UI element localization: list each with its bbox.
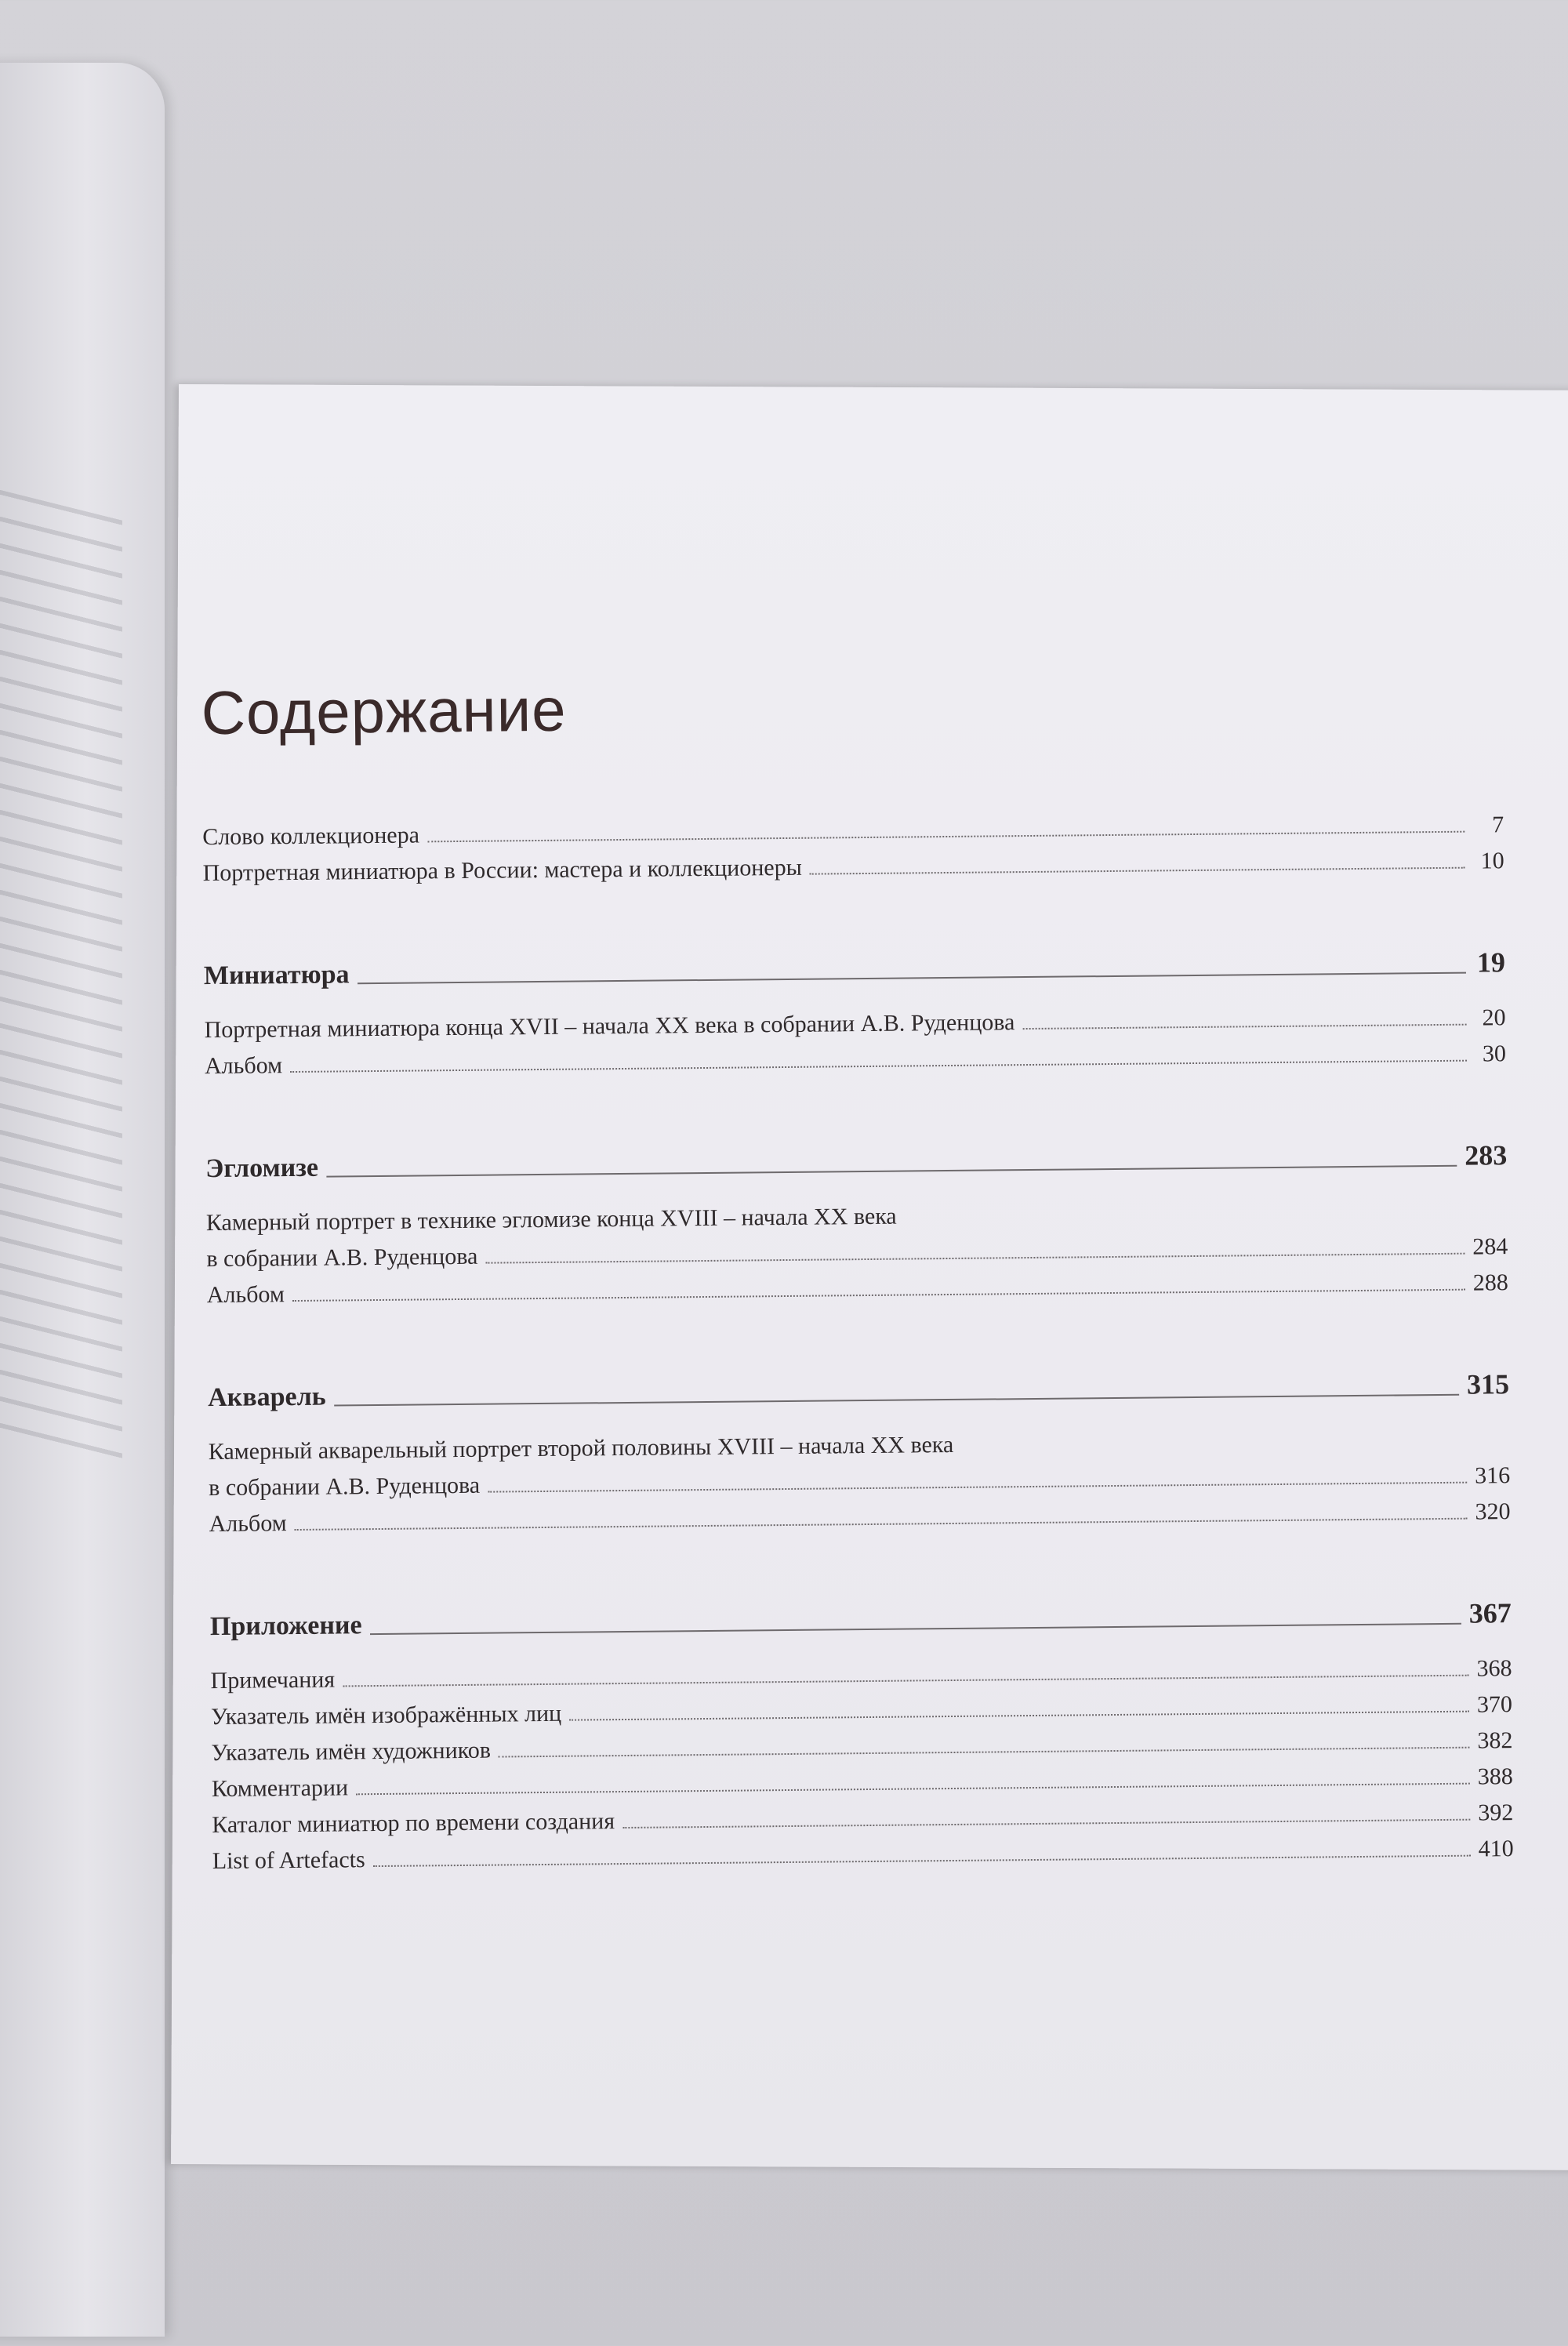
toc-leader <box>290 1060 1467 1073</box>
toc-entry-label: Комментарии <box>211 1774 349 1802</box>
page-title: Содержание <box>201 674 567 748</box>
toc-entry-page: 320 <box>1475 1498 1511 1525</box>
toc-section-label: Эгломизе <box>205 1153 319 1183</box>
toc-entry-label: Слово коллекционера <box>202 821 420 850</box>
toc-section-appendix <box>209 1574 1513 1876</box>
toc-entry-page: 284 <box>1472 1233 1508 1260</box>
toc-section-miniature <box>203 924 1506 1080</box>
toc-entry-page: 10 <box>1480 847 1504 873</box>
toc-entry-label: List of Artefacts <box>212 1846 365 1874</box>
toc-section-heading[interactable] <box>203 924 1505 993</box>
toc-entry-label-line2: в собрании А.В. Руденцова <box>206 1243 478 1272</box>
left-page <box>0 63 165 2337</box>
toc-leader <box>370 1623 1461 1635</box>
toc-entry-page: 392 <box>1478 1799 1514 1826</box>
toc-leader <box>292 1289 1465 1302</box>
toc-intro <box>202 803 1504 888</box>
toc-section-label: Приложение <box>209 1610 362 1641</box>
toc-entry-label: Камерный акварельный портрет второй половины XVIII – начала XX века <box>208 1431 954 1465</box>
toc-leader <box>358 972 1466 985</box>
toc-section-page: 315 <box>1466 1368 1510 1400</box>
toc-section-heading[interactable] <box>208 1346 1510 1414</box>
toc-section-page: 283 <box>1465 1139 1508 1171</box>
toc-section-heading[interactable] <box>205 1117 1508 1186</box>
toc-entry-page: 30 <box>1482 1040 1507 1066</box>
toc-entry-label: Портретная миниатюра конца XVII – начала XX века в собрании А.В. Руденцова <box>204 1008 1015 1043</box>
toc-section-page: 19 <box>1476 946 1506 979</box>
toc-entry-page: 368 <box>1476 1654 1512 1682</box>
toc-leader <box>295 1518 1468 1531</box>
toc-entry-label-line2: в собрании А.В. Руденцова <box>209 1472 481 1501</box>
toc-section-watercolor <box>208 1346 1511 1538</box>
toc-section-heading[interactable] <box>209 1574 1512 1643</box>
toc-entry-label: Примечания <box>210 1666 336 1694</box>
toc-leader <box>334 1394 1459 1407</box>
toc-leader <box>1022 1024 1466 1030</box>
toc-entry-label: Альбом <box>206 1280 285 1308</box>
toc-entry-page: 388 <box>1477 1763 1513 1790</box>
toc-leader <box>810 867 1465 875</box>
toc-entry-label: Указатель имён художников <box>211 1737 492 1766</box>
toc-section-page: 367 <box>1468 1597 1512 1629</box>
toc-leader <box>326 1165 1457 1178</box>
toc-entry-page: 370 <box>1476 1690 1513 1718</box>
toc-entry-page: 288 <box>1472 1269 1508 1296</box>
toc-entry-label: Портретная миниатюра в России: мастера и коллекционеры <box>202 854 802 886</box>
toc-leader <box>622 1819 1470 1828</box>
toc-section-eglomise <box>205 1117 1508 1309</box>
toc-entry-page: 20 <box>1482 1004 1506 1030</box>
toc-entry-page: 316 <box>1474 1462 1511 1489</box>
toc-section-label: Акварель <box>207 1382 326 1412</box>
toc-entry-label: Камерный портрет в технике эгломизе конца XVIII – начала XX века <box>205 1203 897 1236</box>
toc-entry-label: Альбом <box>204 1051 283 1079</box>
toc-entry-page: 382 <box>1477 1727 1513 1754</box>
table-of-contents <box>201 670 1514 1924</box>
toc-leader <box>569 1711 1469 1721</box>
left-page-blurred-text <box>0 483 122 1461</box>
toc-section-label: Миниатюра <box>203 959 350 990</box>
toc-entry-label: Каталог миниатюр по времени создания <box>212 1807 615 1838</box>
toc-entry-label: Указатель имён изображённых лиц <box>210 1700 562 1730</box>
toc-entry-label: Альбом <box>209 1509 287 1537</box>
right-page <box>171 384 1568 2170</box>
toc-entry-page: 7 <box>1491 811 1504 837</box>
toc-leader <box>373 1855 1471 1867</box>
toc-entry-page: 410 <box>1478 1835 1514 1862</box>
